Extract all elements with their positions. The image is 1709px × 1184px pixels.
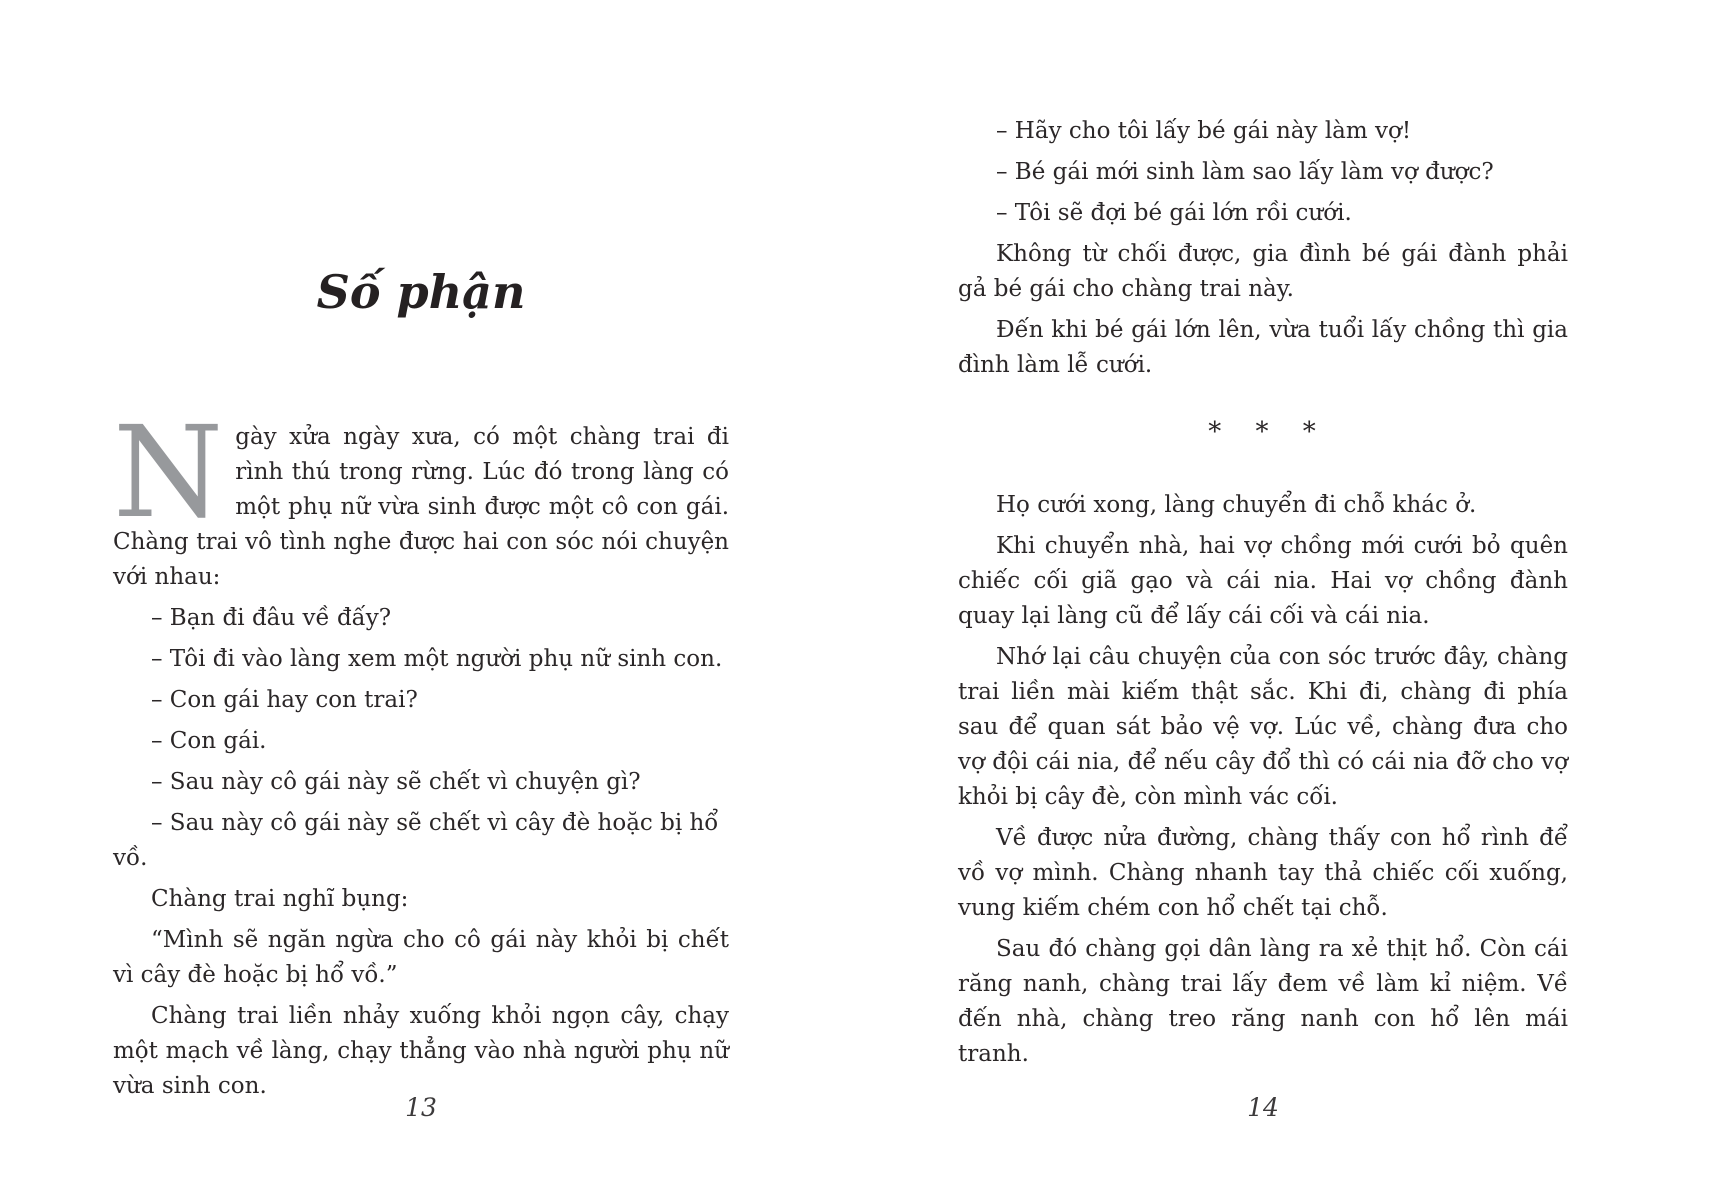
dialogue-line: – Tôi đi vào làng xem một người phụ nữ sinh con. <box>151 646 723 672</box>
narration-line: Họ cưới xong, làng chuyển đi chỗ khác ở. <box>996 492 1477 518</box>
body-paragraph: Không từ chối được, gia đình bé gái đành phải gả bé gái cho chàng trai này. <box>958 241 1568 302</box>
narration-line: Chàng trai nghĩ bụng: <box>151 886 409 912</box>
opening-paragraph <box>113 399 729 595</box>
page-right <box>958 0 1568 1184</box>
body-paragraph: Sau đó chàng gọi dân làng ra xẻ thịt hổ. Còn cái răng nanh, chàng trai lấy đem về làm kỉ niệm. Về đến nhà, chàng treo răng nanh con hổ lên mái tranh. <box>958 936 1568 1067</box>
body-paragraph: Về được nửa đường, chàng thấy con hổ rình để vồ vợ mình. Chàng nhanh tay thả chiếc cối xuống, vung kiếm chém con hổ chết tại chỗ. <box>958 825 1568 921</box>
body-paragraph: Khi chuyển nhà, hai vợ chồng mới cưới bỏ quên chiếc cối giã gạo và cái nia. Hai vợ chồng đành quay lại làng cũ để lấy cái cối và cái nia. <box>958 533 1568 629</box>
body-paragraph: Nhớ lại câu chuyện của con sóc trước đây, chàng trai liền mài kiếm thật sắc. Khi đi, chàng đi phía sau để quan sát bảo vệ vợ. Lúc về, chàng đưa cho vợ đội cái nia, để nếu cây đổ thì có cái nia đỡ cho vợ khỏi bị cây đè, còn mình vác cối. <box>958 644 1568 810</box>
section-separator: * * * <box>1208 417 1318 447</box>
dialogue-line: – Tôi sẽ đợi bé gái lớn rồi cưới. <box>996 200 1352 226</box>
dialogue-line: – Hãy cho tôi lấy bé gái này làm vợ! <box>996 118 1412 144</box>
opening-paragraph-text: gày xửa ngày xưa, có một chàng trai đi rình thú trong rừng. Lúc đó trong làng có một phụ nữ vừa sinh được một cô con gái. Chàng trai vô tình nghe được hai con sóc nói chuyện với nhau: <box>113 424 729 590</box>
dialogue-line: – Sau này cô gái này sẽ chết vì chuyện gì? <box>151 769 641 795</box>
body-paragraph: Đến khi bé gái lớn lên, vừa tuổi lấy chồng thì gia đình làm lễ cưới. <box>958 317 1568 378</box>
page-number-left: 13 <box>405 1093 437 1122</box>
dialogue-line: – Sau này cô gái này sẽ chết vì cây đè hoặc bị hổ vồ. <box>113 810 719 871</box>
drop-cap: N <box>113 399 224 546</box>
chapter-title: Số phận <box>316 265 526 319</box>
body-paragraph: Chàng trai liền nhảy xuống khỏi ngọn cây, chạy một mạch về làng, chạy thẳng vào nhà người phụ nữ vừa sinh con. <box>113 1003 729 1099</box>
dialogue-line: – Bạn đi đâu về đấy? <box>151 605 392 631</box>
page-left <box>113 0 729 1184</box>
body-paragraph: “Mình sẽ ngăn ngừa cho cô gái này khỏi bị chết vì cây đè hoặc bị hổ vồ.” <box>113 927 729 988</box>
dialogue-line: – Con gái hay con trai? <box>151 687 418 713</box>
page-number-right: 14 <box>1247 1093 1279 1122</box>
dialogue-line: – Bé gái mới sinh làm sao lấy làm vợ được? <box>996 159 1494 185</box>
dialogue-line: – Con gái. <box>151 728 267 754</box>
